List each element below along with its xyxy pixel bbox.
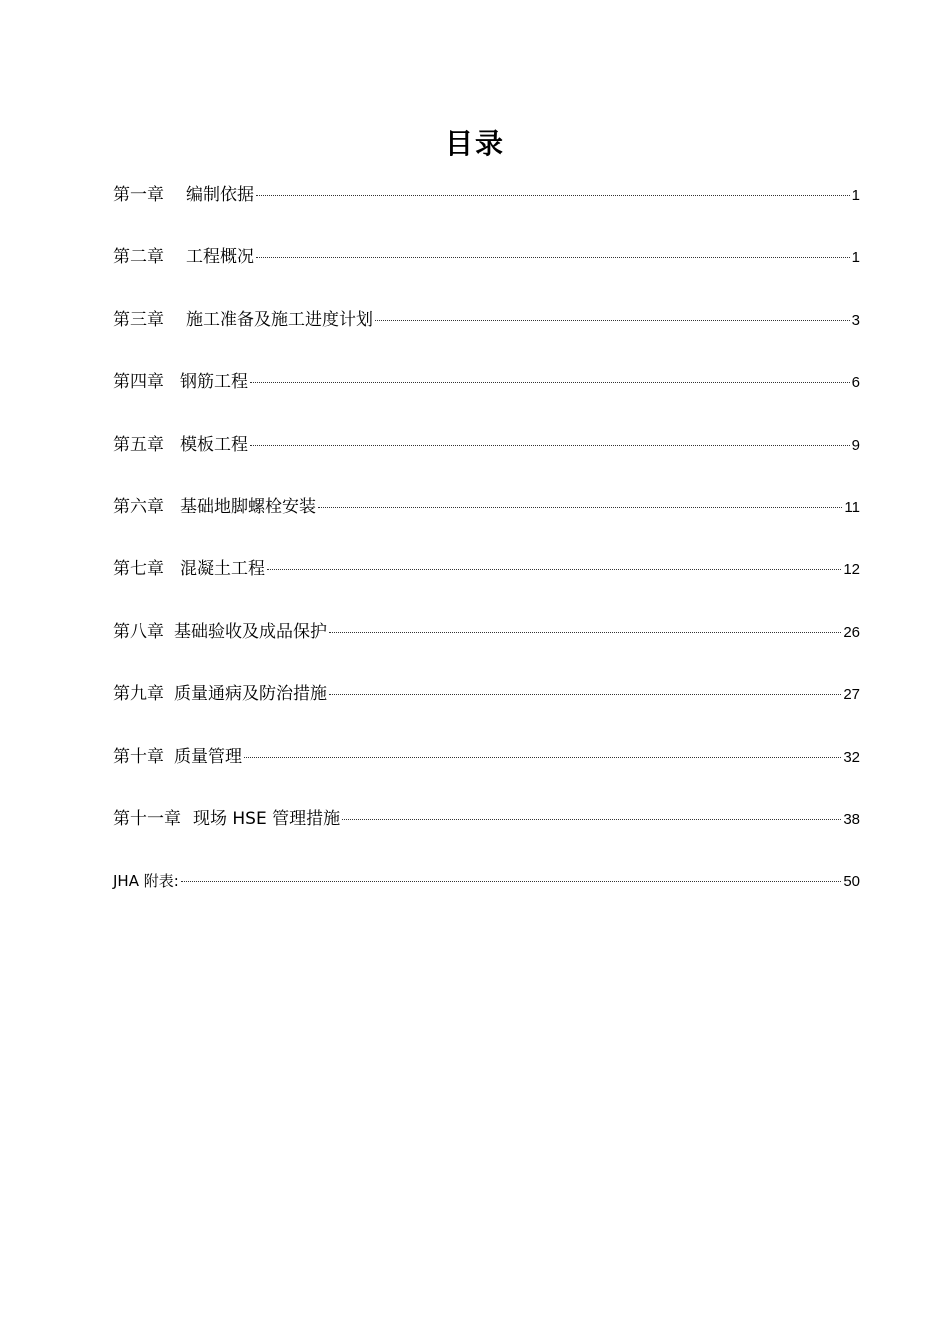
toc-page-number: 1 [851,249,860,267]
toc-page-number: 26 [843,623,860,641]
toc-dot-leader [329,631,841,633]
toc-entry-label [113,804,340,834]
toc-title: 目录 [444,127,505,160]
toc-entry-label [113,492,316,522]
toc-entry-label [113,180,254,210]
toc-dot-leader [375,319,850,321]
toc-page-number: 32 [843,748,860,766]
toc-chapter-title: 基础地脚螺栓安装 [180,496,316,517]
toc-dot-leader [342,818,841,820]
toc-dot-leader [329,693,841,695]
toc-chapter-number: 第十章 [113,746,164,767]
toc-dot-leader [244,756,841,758]
toc-entry-label [113,742,242,772]
toc-entry[interactable] [113,367,860,429]
toc-dot-leader [318,506,842,508]
toc-chapter-title: 钢筋工程 [180,372,248,393]
toc-chapter-number: 第八章 [113,621,164,642]
toc-entry[interactable] [113,679,860,741]
toc-page-number: 11 [844,498,860,516]
toc-chapter-number: 第六章 [113,496,164,517]
toc-dot-leader [181,880,842,882]
toc-chapter-number: 第九章 [113,684,164,705]
toc-entry[interactable] [113,305,860,367]
toc-entry[interactable] [113,554,860,616]
toc-dot-leader [250,444,850,446]
toc-entry[interactable] [113,866,860,928]
toc-chapter-number: 第一章 [113,185,164,205]
toc-page-number: 3 [851,311,860,329]
toc-page-number: 38 [843,810,860,828]
toc-entry[interactable] [113,617,860,679]
toc-chapter-title: 基础验收及成品保护 [174,621,327,642]
toc-appendix-label: JHA 附表: [113,872,179,891]
toc-entry[interactable] [113,804,860,866]
toc-entry[interactable] [113,492,860,554]
toc-chapter-title: 编制依据 [186,185,254,205]
toc-entry-label [113,679,327,709]
toc-entry-label [113,367,248,397]
toc-chapter-number: 第七章 [113,559,164,580]
toc-page-number: 9 [851,436,860,454]
toc-entry[interactable] [113,242,860,304]
toc-chapter-number: 第四章 [113,372,164,393]
toc-entry[interactable] [113,742,860,804]
toc-chapter-title: 混凝土工程 [180,559,265,580]
toc-dot-leader [267,568,841,570]
toc-dot-leader [250,381,850,383]
toc-entry-label [113,305,373,335]
toc-entry[interactable] [113,430,860,492]
toc-entry-label [113,242,254,272]
toc-chapter-title: 现场 HSE 管理措施 [193,808,341,829]
toc-page-number: 12 [843,561,860,579]
toc-chapter-title: 质量管理 [174,746,242,767]
toc-page-number: 50 [843,873,860,891]
toc-chapter-number: 第五章 [113,434,164,455]
toc-entry-label [113,430,248,460]
toc-chapter-number: 第二章 [113,247,164,268]
toc-entry[interactable] [113,180,860,242]
toc-chapter-title: 工程概况 [186,247,254,268]
toc-chapter-title: 模板工程 [180,434,248,455]
toc-entry-label [113,554,265,584]
toc-list [113,180,860,929]
toc-chapter-title: 质量通病及防治措施 [174,684,327,705]
toc-dot-leader [256,194,850,196]
toc-dot-leader [256,256,850,258]
toc-page-number: 1 [851,187,860,204]
toc-page-number: 6 [851,374,860,392]
toc-chapter-number: 第三章 [113,309,164,330]
toc-page-number: 27 [843,686,860,704]
toc-entry-label [113,617,327,647]
toc-entry-label [113,866,179,896]
toc-chapter-number: 第十一章 [113,808,181,829]
toc-chapter-title: 施工准备及施工进度计划 [186,309,373,330]
